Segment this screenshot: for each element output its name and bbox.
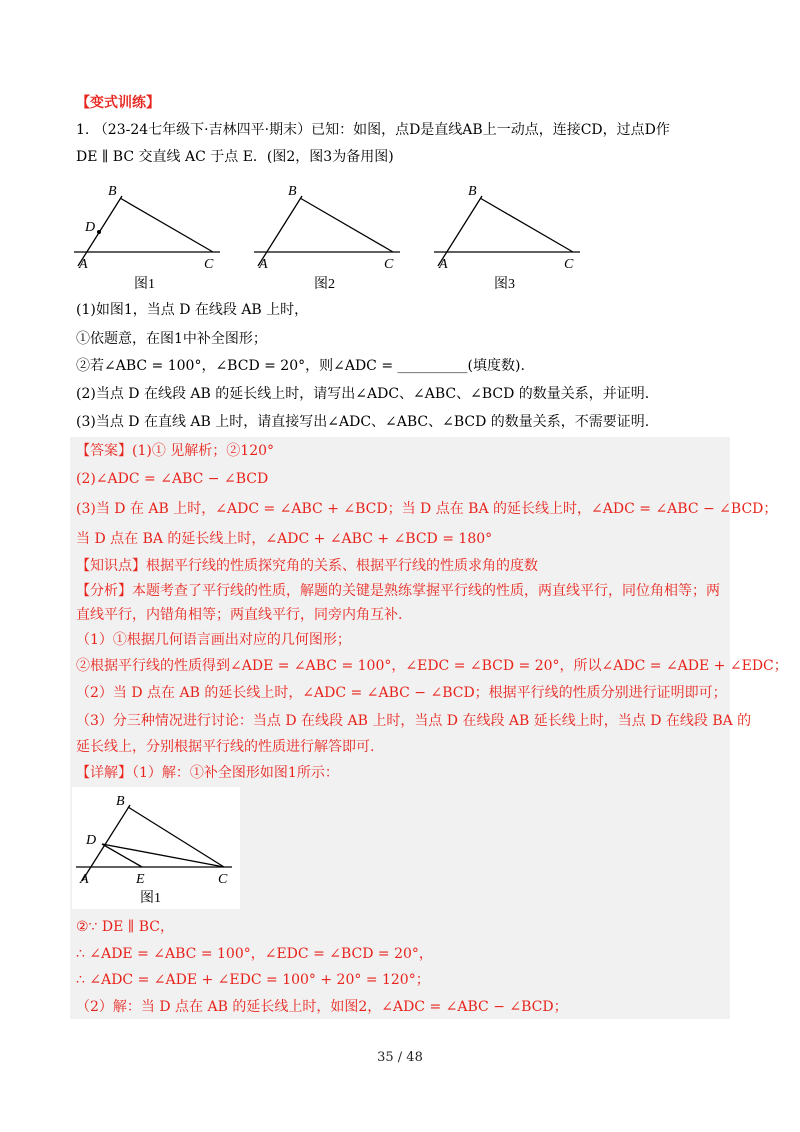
fig3-caption: 图3	[494, 277, 515, 292]
fig3-label-a: A	[439, 257, 448, 272]
answer-2: (2)∠ADC = ∠ABC − ∠BCD	[76, 471, 269, 487]
step-3: ∴ ∠ADC = ∠ADE + ∠EDC = 100° + 20° = 120°；	[76, 972, 430, 988]
fig2-line-ab	[258, 196, 302, 266]
question-2: (2)当点 D 在线段 AB 的延长线上时，请写出∠ADC、∠ABC、∠BCD 的数量关系，并证明.	[76, 386, 650, 402]
cfig-label-e: E	[136, 872, 145, 887]
detail-header: 【详解】（1）解：①补全图形如图1所示：	[76, 765, 339, 781]
cfig-label-b: B	[116, 794, 125, 809]
analysis-line-7: 延长线上，分别根据平行线的性质进行解答即可.	[76, 739, 375, 755]
analysis-line-3: （1）①根据几何语言画出对应的几何图形；	[76, 632, 351, 648]
step-2: ∴ ∠ADE = ∠ABC = 100°，∠EDC = ∠BCD = 20°，	[76, 946, 433, 962]
analysis-line-5: （2）当 D 点在 AB 的延长线上时，∠ADC = ∠ABC − ∠BCD；根据平行线的性质分别进行证明即可；	[76, 685, 727, 701]
knowledge-point: 【知识点】根据平行线的性质探究角的关系、根据平行线的性质求角的度数	[76, 558, 538, 574]
fig2-label-c: C	[384, 257, 394, 272]
answer-4: 当 D 点在 BA 的延长线上时，∠ADC + ∠ABC + ∠BCD = 180°	[76, 531, 493, 547]
figure-1	[70, 180, 230, 295]
figure-3	[430, 180, 590, 295]
answer-1: 【答案】(1)① 见解析；②120°	[76, 443, 275, 459]
fig3-line-ab	[438, 196, 482, 266]
fig1-point-d	[97, 230, 101, 234]
problem-line-1: 1. （23-24七年级下·吉林四平·期末）已知：如图，点D是直线AB上一动点，连接CD，过点D作	[76, 122, 670, 138]
analysis-line-6: （3）分三种情况进行讨论：当点 D 在线段 AB 上时，当点 D 在线段 AB 延长线上时，当点 D 在线段 BA 的	[76, 713, 752, 729]
question-3: (3)当点 D 在直线 AB 上时，请直接写出∠ADC、∠ABC、∠BCD 的数量关系，不需要证明.	[76, 414, 650, 430]
fig2-label-b: B	[288, 184, 297, 199]
fig1-label-c: C	[204, 257, 214, 272]
cfig-label-a: A	[80, 872, 89, 887]
problem-line-2: DE ∥ BC 交直线 AC 于点 E．(图2，图3为备用图)	[76, 149, 394, 165]
fig2-caption: 图2	[314, 277, 335, 292]
analysis-line-1: 【分析】本题考查了平行线的性质，解题的关键是熟练掌握平行线的性质，两直线平行，同位角相等；两	[76, 583, 720, 599]
fig1-label-b: B	[108, 184, 117, 199]
analysis-line-2: 直线平行，内错角相等；两直线平行，同旁内角互补.	[76, 607, 403, 623]
fig1-line-bc	[120, 198, 213, 252]
answer-3: (3)当 D 在 AB 上时，∠ADC = ∠ABC + ∠BCD；当 D 点在 BA 的延长线上时，∠ADC = ∠ABC − ∠BCD；	[76, 501, 778, 517]
cfig-label-d: D	[86, 833, 97, 848]
question-1b: ②若∠ABC = 100°，∠BCD = 20°，则∠ADC = __________(填度数).	[76, 358, 525, 374]
fig3-label-b: B	[468, 184, 477, 199]
question-1: (1)如图1，当点 D 在线段 AB 上时，	[76, 302, 309, 318]
fig2-label-a: A	[259, 257, 268, 272]
question-1a: ①依题意，在图1中补全图形；	[76, 331, 267, 347]
fig3-line-bc	[480, 198, 573, 252]
section-header: 【变式训练】	[76, 95, 160, 111]
figure-2	[250, 180, 410, 295]
cfig-label-c: C	[218, 872, 228, 887]
page-number: 35 / 48	[377, 1050, 423, 1065]
cfig-caption: 图1	[140, 891, 161, 906]
fig3-label-c: C	[564, 257, 574, 272]
step-1: ②∵ DE ∥ BC，	[76, 919, 174, 935]
fig1-label-a: A	[79, 257, 88, 272]
analysis-line-4: ②根据平行线的性质得到∠ADE = ∠ABC = 100°，∠EDC = ∠BCD = 20°，所以∠ADC = ∠ADE + ∠EDC；	[76, 658, 788, 674]
fig1-caption: 图1	[134, 277, 155, 292]
fig1-label-d: D	[85, 220, 96, 235]
completed-figure-1	[72, 787, 240, 909]
fig2-line-bc	[300, 198, 393, 252]
step-4: （2）解：当 D 点在 AB 的延长线上时，如图2，∠ADC = ∠ABC − ∠BCD；	[76, 999, 568, 1015]
